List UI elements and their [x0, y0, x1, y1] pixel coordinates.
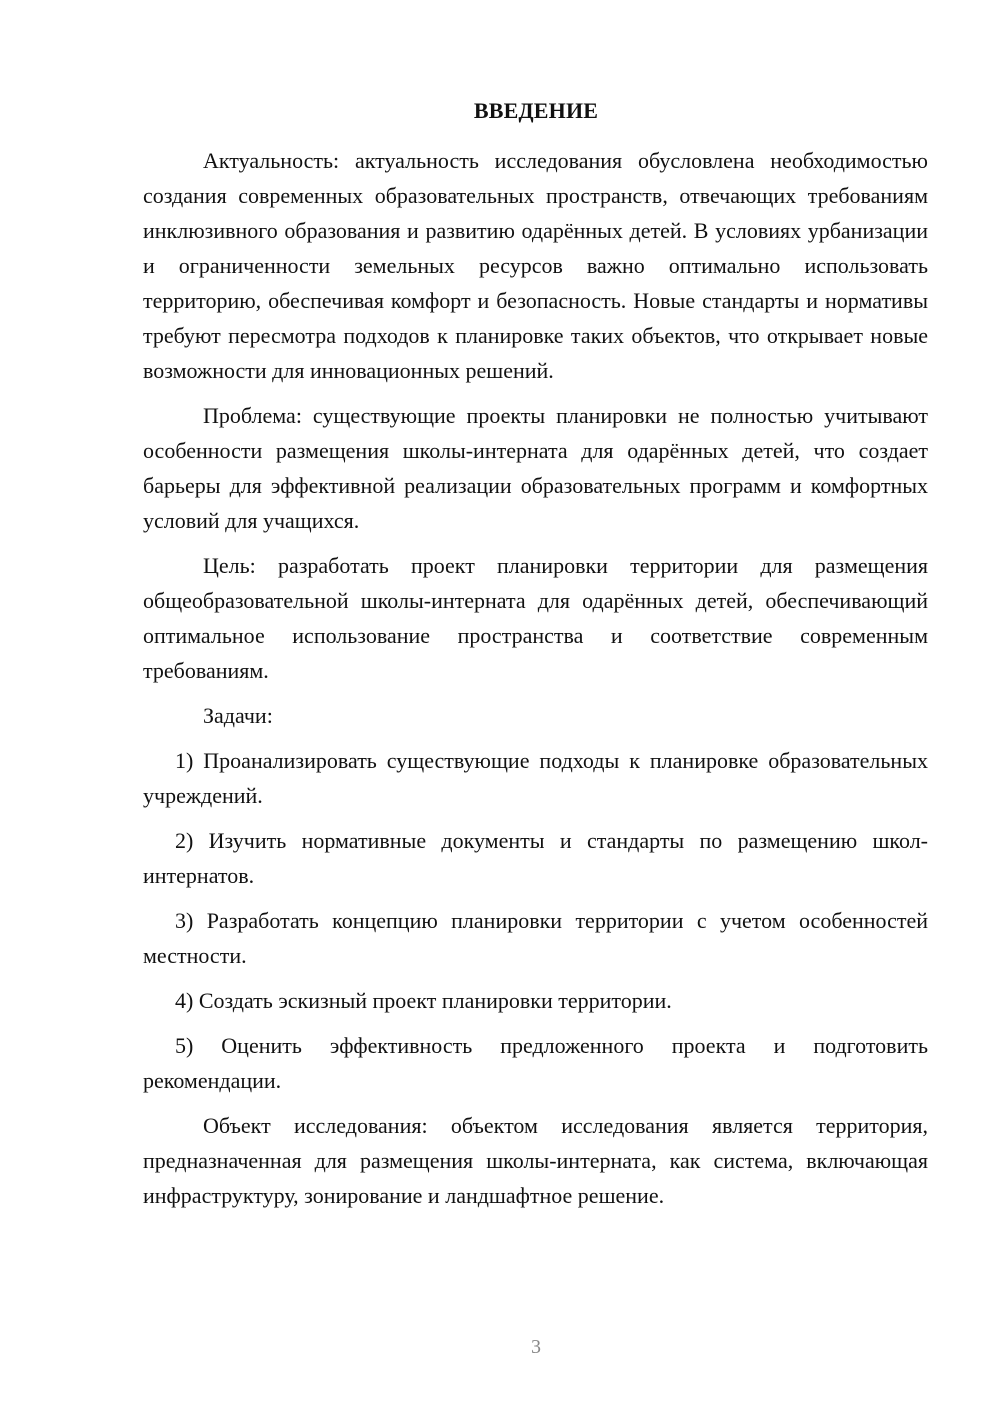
- task-item-4: 4) Создать эскизный проект планировки территории.: [175, 988, 672, 1013]
- tasks-heading: Задачи:: [203, 703, 273, 728]
- goal-paragraph: Цель: разработать проект планировки территории для размещения общеобразовательной школы-интерната для одарённых детей, обеспечивающий оптимальное использование пространства и соответствие современным требованиям.: [143, 553, 928, 683]
- section-title: ВВЕДЕНИЕ: [473, 98, 599, 123]
- object-paragraph: Объект исследования: объектом исследования является территория, предназначенная для размещения школы-интерната, как система, включающая инфраструктуру, зонирование и ландшафтное решение.: [143, 1113, 928, 1208]
- task-item-2: 2) Изучить нормативные документы и стандарты по размещению школ-интернатов.: [143, 828, 928, 888]
- problem-paragraph: Проблема: существующие проекты планировки не полностью учитывают особенности размещения школы-интерната для одарённых детей, что создает барьеры для эффективной реализации образовательных программ и комфортных условий для учащихся.: [143, 403, 928, 533]
- relevance-paragraph: Актуальность: актуальность исследования обусловлена необходимостью создания современных образовательных пространств, отвечающих требованиям инклюзивного образования и развитию одарённых детей. В условиях урбанизации и ограниченности земельных ресурсов важно оптимально использовать территорию, обеспечивая комфорт и безопасность. Новые стандарты и нормативы требуют пересмотра подходов к планировке таких объектов, что открывает новые возможности для инновационных решений.: [143, 148, 928, 383]
- page-number: 3: [531, 1336, 541, 1358]
- task-item-5: 5) Оценить эффективность предложенного проекта и подготовить рекомендации.: [143, 1033, 928, 1093]
- document-body: [143, 143, 928, 1213]
- task-item-3: 3) Разработать концепцию планировки территории с учетом особенностей местности.: [143, 908, 928, 968]
- task-item-1: 1) Проанализировать существующие подходы к планировке образовательных учреждений.: [143, 748, 928, 808]
